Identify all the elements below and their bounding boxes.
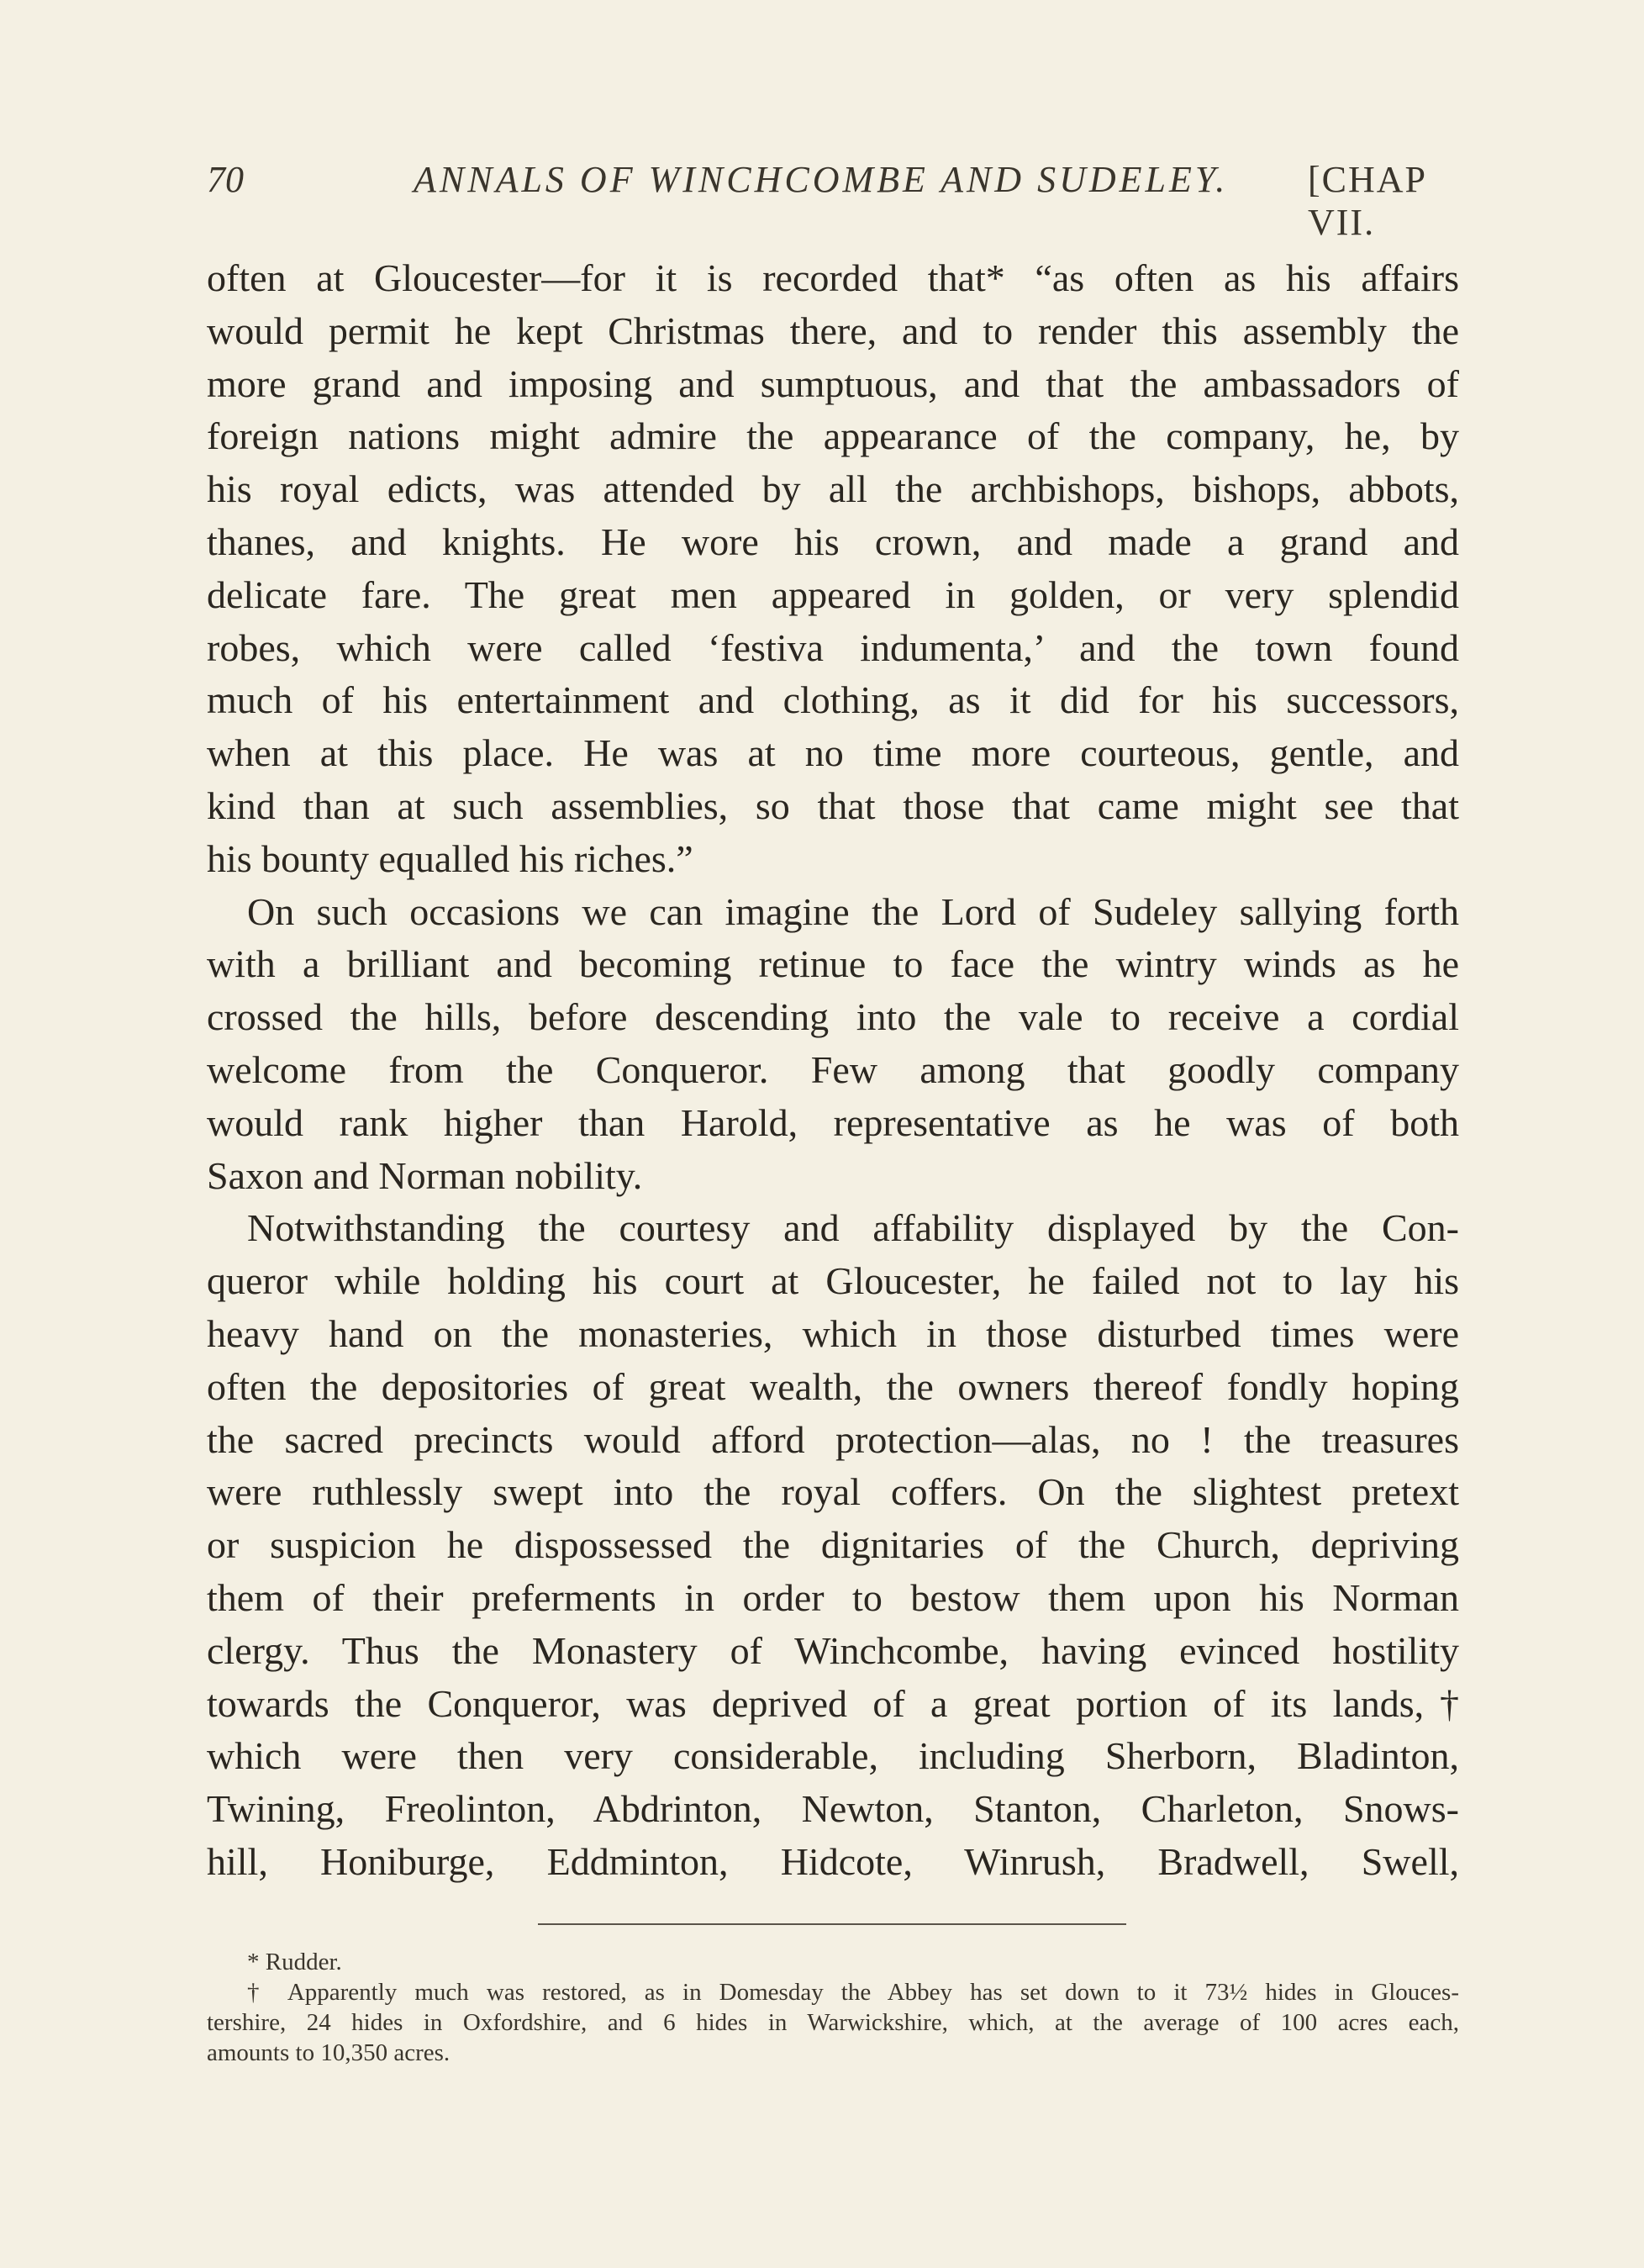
text-line: often the depositories of great wealth, the owners thereof fondly hoping xyxy=(207,1364,1459,1408)
text-line: or suspicion he dispossessed the dignitaries of the Church, depriving xyxy=(207,1523,1459,1567)
page-number: 70 xyxy=(207,159,244,200)
text-line: clergy. Thus the Monastery of Winchcombe, having evinced hostility xyxy=(207,1628,1459,1672)
text-line: were ruthlessly swept into the royal coffers. On the slightest pretext xyxy=(207,1470,1459,1514)
text-line: foreign nations might admire the appearance of the company, he, by xyxy=(207,414,1459,458)
text-line: hill, Honiburge, Eddminton, Hidcote, Winrush, Bradwell, Swell, xyxy=(207,1839,1459,1883)
text-line: welcome from the Conqueror. Few among that goodly company xyxy=(207,1047,1459,1091)
text-line: the sacred precincts would afford protection—alas, no ! the treasures xyxy=(207,1417,1459,1461)
text-line: his royal edicts, was attended by all the archbishops, bishops, abbots, xyxy=(207,467,1459,511)
footnote-line: amounts to 10,350 acres. xyxy=(207,2039,451,2066)
text-line: robes, which were called ‘festiva indumenta,’ and the town found xyxy=(207,625,1459,669)
text-line: would rank higher than Harold, representative as he was of both xyxy=(207,1100,1459,1144)
text-line: often at Gloucester—for it is recorded that* “as often as his affairs xyxy=(207,256,1459,299)
footnote-line: * Rudder. xyxy=(247,1949,342,1975)
text-line: Notwithstanding the courtesy and affability displayed by the Con- xyxy=(247,1206,1459,1250)
text-line: which were then very considerable, including Sherborn, Bladinton, xyxy=(207,1734,1459,1778)
text-line: queror while holding his court at Gloucester, he failed not to lay his xyxy=(207,1259,1459,1303)
footnote-line: tershire, 24 hides in Oxfordshire, and 6 hides in Warwickshire, which, at the average of 100 acres each, xyxy=(207,2009,1459,2036)
body-text xyxy=(207,252,1459,1889)
running-head xyxy=(207,158,1467,243)
text-line: towards the Conqueror, was deprived of a great portion of its lands,† xyxy=(207,1681,1459,1725)
text-line: On such occasions we can imagine the Lord of Sudeley sallying forth xyxy=(247,889,1459,933)
text-line: with a brilliant and becoming retinue to face the wintry winds as he xyxy=(207,942,1459,986)
text-line: much of his entertainment and clothing, as it did for his successors, xyxy=(207,678,1459,722)
text-line: kind than at such assemblies, so that those that came might see that xyxy=(207,783,1459,827)
book-title: ANNALS OF WINCHCOMBE AND SUDELEY. xyxy=(414,159,1229,200)
footnote-divider xyxy=(538,1923,1126,1925)
footnote-line: † Apparently much was restored, as in Domesday the Abbey has set down to it 73½ hides in Glouces- xyxy=(247,1979,1459,2006)
text-line: Twining, Freolinton, Abdrinton, Newton, Stanton, Charleton, Snows- xyxy=(207,1787,1459,1831)
text-line: his bounty equalled his riches.” xyxy=(207,836,693,880)
text-line: crossed the hills, before descending into the vale to receive a cordial xyxy=(207,995,1459,1039)
text-line: thanes, and knights. He wore his crown, and made a grand and xyxy=(207,520,1459,563)
footnotes xyxy=(207,1947,1459,2068)
text-line: them of their preferments in order to bestow them upon his Norman xyxy=(207,1575,1459,1619)
text-line: more grand and imposing and sumptuous, and that the ambassadors of xyxy=(207,361,1459,405)
text-line: would permit he kept Christmas there, and to render this assembly the xyxy=(207,309,1459,352)
text-line: when at this place. He was at no time more courteous, gentle, and xyxy=(207,731,1459,775)
text-line: Saxon and Norman nobility. xyxy=(207,1153,643,1197)
text-line: heavy hand on the monasteries, which in those disturbed times were xyxy=(207,1311,1459,1355)
chapter-label: [CHAP VII. xyxy=(1308,159,1426,243)
text-line: delicate fare. The great men appeared in golden, or very splendid xyxy=(207,572,1459,616)
